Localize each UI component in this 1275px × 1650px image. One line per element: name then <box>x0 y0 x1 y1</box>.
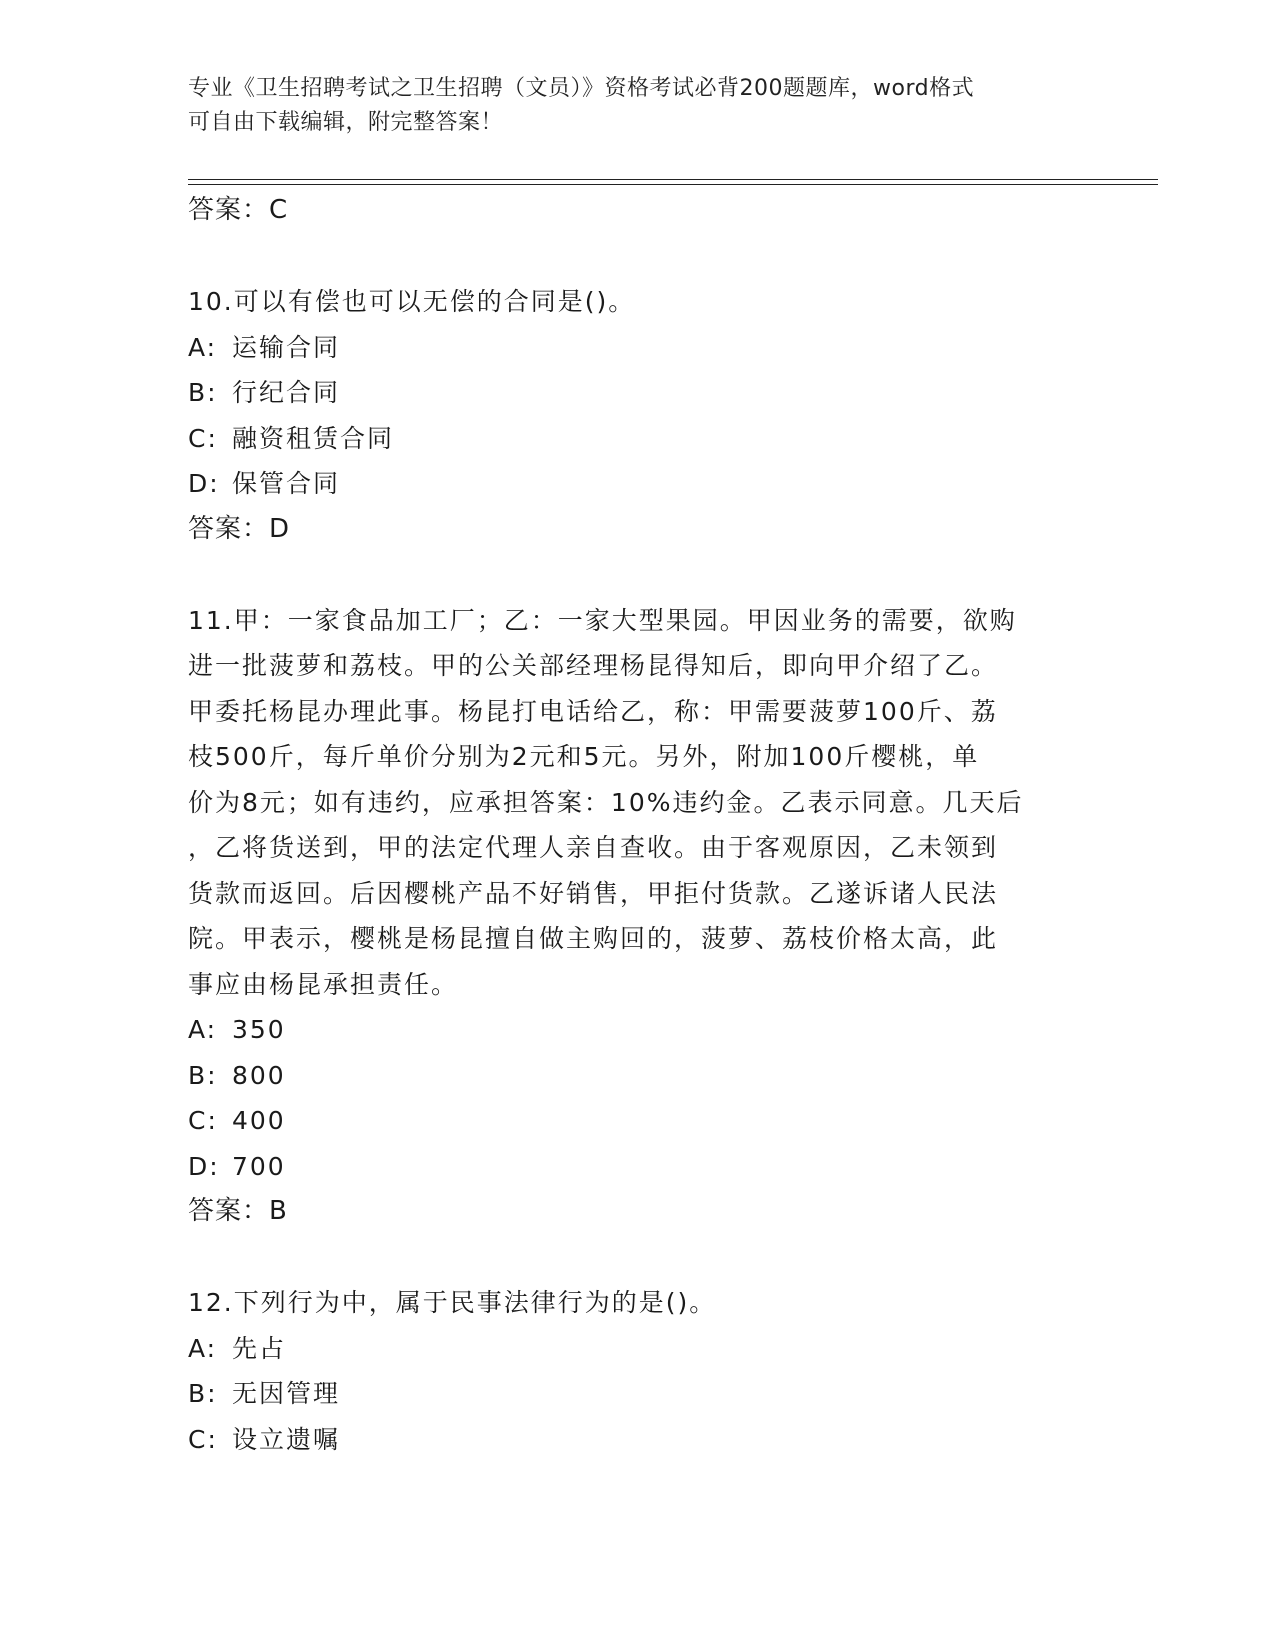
option-text: 700 <box>232 1151 286 1181</box>
question-stem: 12.下列行为中，属于民事法律行为的是()。 <box>188 1288 717 1317</box>
option-label: C: <box>188 1106 218 1135</box>
header-divider-bottom <box>188 184 1158 185</box>
option-text: 行纪合同 <box>232 378 341 407</box>
option-c <box>188 1417 1088 1463</box>
question-stem-line: 进一批菠萝和荔枝。甲的公关部经理杨昆得知后，即向甲介绍了乙。 <box>188 651 999 680</box>
option-a <box>188 325 1088 371</box>
option-label: A: <box>188 1333 218 1363</box>
spacer <box>188 1235 1088 1281</box>
option-label: D: <box>188 1151 220 1181</box>
option-label: C: <box>188 1424 218 1454</box>
option-a <box>188 1007 1088 1053</box>
spacer <box>188 552 1088 598</box>
option-d <box>188 1144 1088 1190</box>
question-stem-line: 事应由杨昆承担责任。 <box>188 969 459 999</box>
option-d <box>188 461 1088 507</box>
question-10 <box>188 279 1088 552</box>
question-list <box>188 188 1088 1462</box>
option-c <box>188 416 1088 462</box>
answer-previous: 答案：C <box>188 195 289 225</box>
question-stem: 10.可以有偿也可以无偿的合同是()。 <box>188 287 636 316</box>
question-stem-line: 价为8元；如有违约，应承担答案：10%违约金。乙表示同意。几天后 <box>188 787 1024 817</box>
option-label: B: <box>188 378 218 407</box>
option-label: A: <box>188 332 218 362</box>
question-stem-line: 货款而返回。后因樱桃产品不好销售，甲拒付货款。乙遂诉诸人民法 <box>188 878 999 908</box>
option-b <box>188 370 1088 416</box>
option-text: 无因管理 <box>232 1379 341 1408</box>
question-stem-line: 枝500斤，每斤单价分别为2元和5元。另外，附加100斤樱桃，单 <box>188 742 980 771</box>
option-b <box>188 1053 1088 1099</box>
question-stem-line: 甲委托杨昆办理此事。杨昆打电话给乙，称：甲需要菠萝100斤、荔 <box>188 696 998 726</box>
option-text: 400 <box>232 1106 286 1135</box>
answer: 答案：D <box>188 513 291 544</box>
option-a <box>188 1326 1088 1372</box>
question-11 <box>188 598 1088 1235</box>
page-header <box>188 72 1088 140</box>
option-text: 350 <box>232 1015 286 1044</box>
option-c <box>188 1098 1088 1144</box>
option-label: B: <box>188 1060 218 1090</box>
header-line-1: 专业《卫生招聘考试之卫生招聘（文员）》资格考试必背200题题库，word格式 <box>188 76 975 101</box>
option-label: C: <box>188 423 218 453</box>
option-b <box>188 1371 1088 1417</box>
spacer <box>188 234 1088 280</box>
answer: 答案：B <box>188 1196 288 1226</box>
option-text: 先占 <box>232 1333 287 1363</box>
header-divider-top <box>188 179 1158 180</box>
option-text: 设立遗嘱 <box>232 1424 341 1454</box>
question-stem-line: 院。甲表示，樱桃是杨昆擅自做主购回的，菠萝、荔枝价格太高，此 <box>188 924 999 953</box>
option-text: 800 <box>232 1060 286 1090</box>
option-label: B: <box>188 1379 218 1408</box>
option-text: 融资租赁合同 <box>232 423 395 453</box>
header-line-2: 可自由下载编辑，附完整答案！ <box>188 110 504 135</box>
question-stem-line: ，乙将货送到，甲的法定代理人亲自查收。由于客观原因，乙未领到 <box>188 833 999 862</box>
option-text: 运输合同 <box>232 332 341 362</box>
option-label: D: <box>188 469 220 498</box>
option-text: 保管合同 <box>232 469 341 498</box>
question-12 <box>188 1280 1088 1462</box>
question-stem-line: 11.甲：一家食品加工厂；乙：一家大型果园。甲因业务的需要，欲购 <box>188 605 1017 635</box>
option-label: A: <box>188 1015 218 1044</box>
